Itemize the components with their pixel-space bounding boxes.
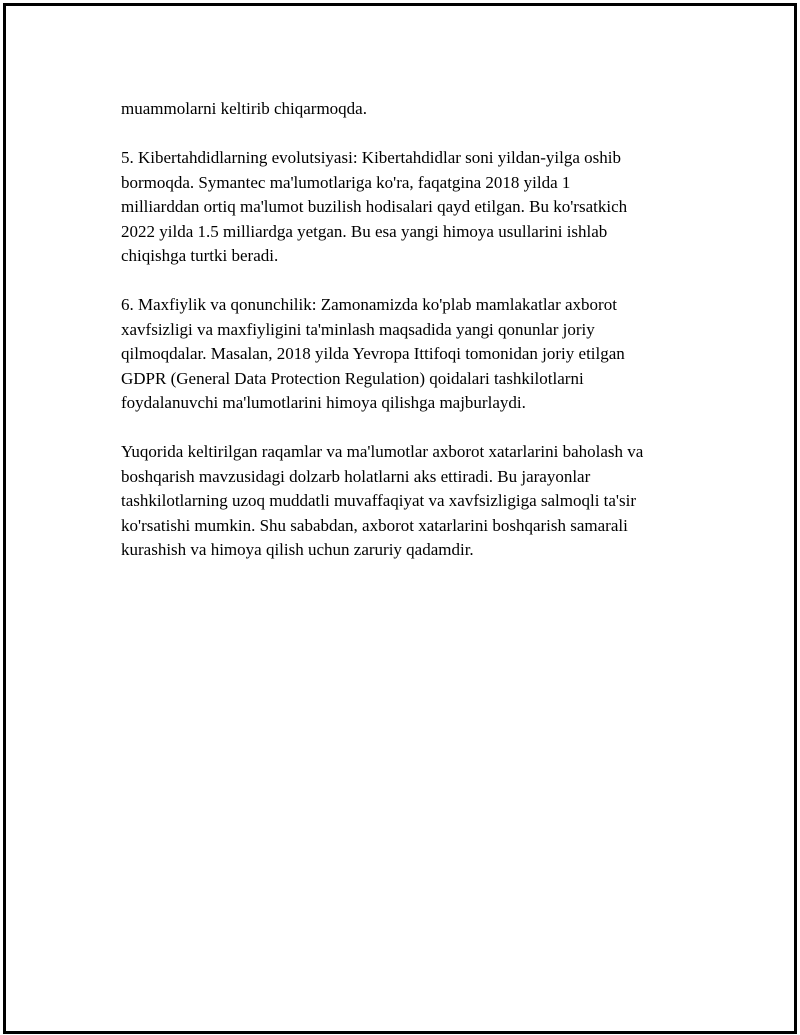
document-body xyxy=(121,97,701,587)
document-page xyxy=(3,3,797,1034)
paragraph-conclusion: Yuqorida keltirilgan raqamlar va ma'lumotlar axborot xatarlarini baholash va boshqarish mavzusidagi dolzarb holatlarni aks ettiradi. Bu jarayonlar tashkilotlarning uzoq muddatli muvaffaqiyat va xavfsizligiga salmoqli ta'sir ko'rsatishi mumkin. Shu sababdan, axborot xatarlarini boshqarish samarali kurashish va himoya qilish uchun zaruriy qadamdir. xyxy=(121,442,644,559)
paragraph-privacy-legislation: 6. Maxfiylik va qonunchilik: Zamonamizda ko'plab mamlakatlar axborot xavfsizligi va maxfiyligini ta'minlash maqsadida yangi qonunlar joriy qilmoqdalar. Masalan, 2018 yilda Yevropa Ittifoqi tomonidan joriy etilgan GDPR (General Data Protection Regulation) qoidalari tashkilotlarni foydalanuvchi ma'lumotlarini himoya qilishga majburlaydi. xyxy=(121,295,625,412)
paragraph-continuation: muammolarni keltirib chiqarmoqda. xyxy=(121,99,367,118)
paragraph-cyber-threats-evolution: 5. Kibertahdidlarning evolutsiyasi: Kibertahdidlar soni yildan-yilga oshib bormoqda. Symantec ma'lumotlariga ko'ra, faqatgina 2018 yilda 1 milliarddan ortiq ma'lumot buzilish hodisalari qayd etilgan. Bu ko'rsatkich 2022 yilda 1.5 milliardga yetgan. Bu esa yangi himoya usullarini ishlab chiqishga turtki beradi. xyxy=(121,148,628,265)
